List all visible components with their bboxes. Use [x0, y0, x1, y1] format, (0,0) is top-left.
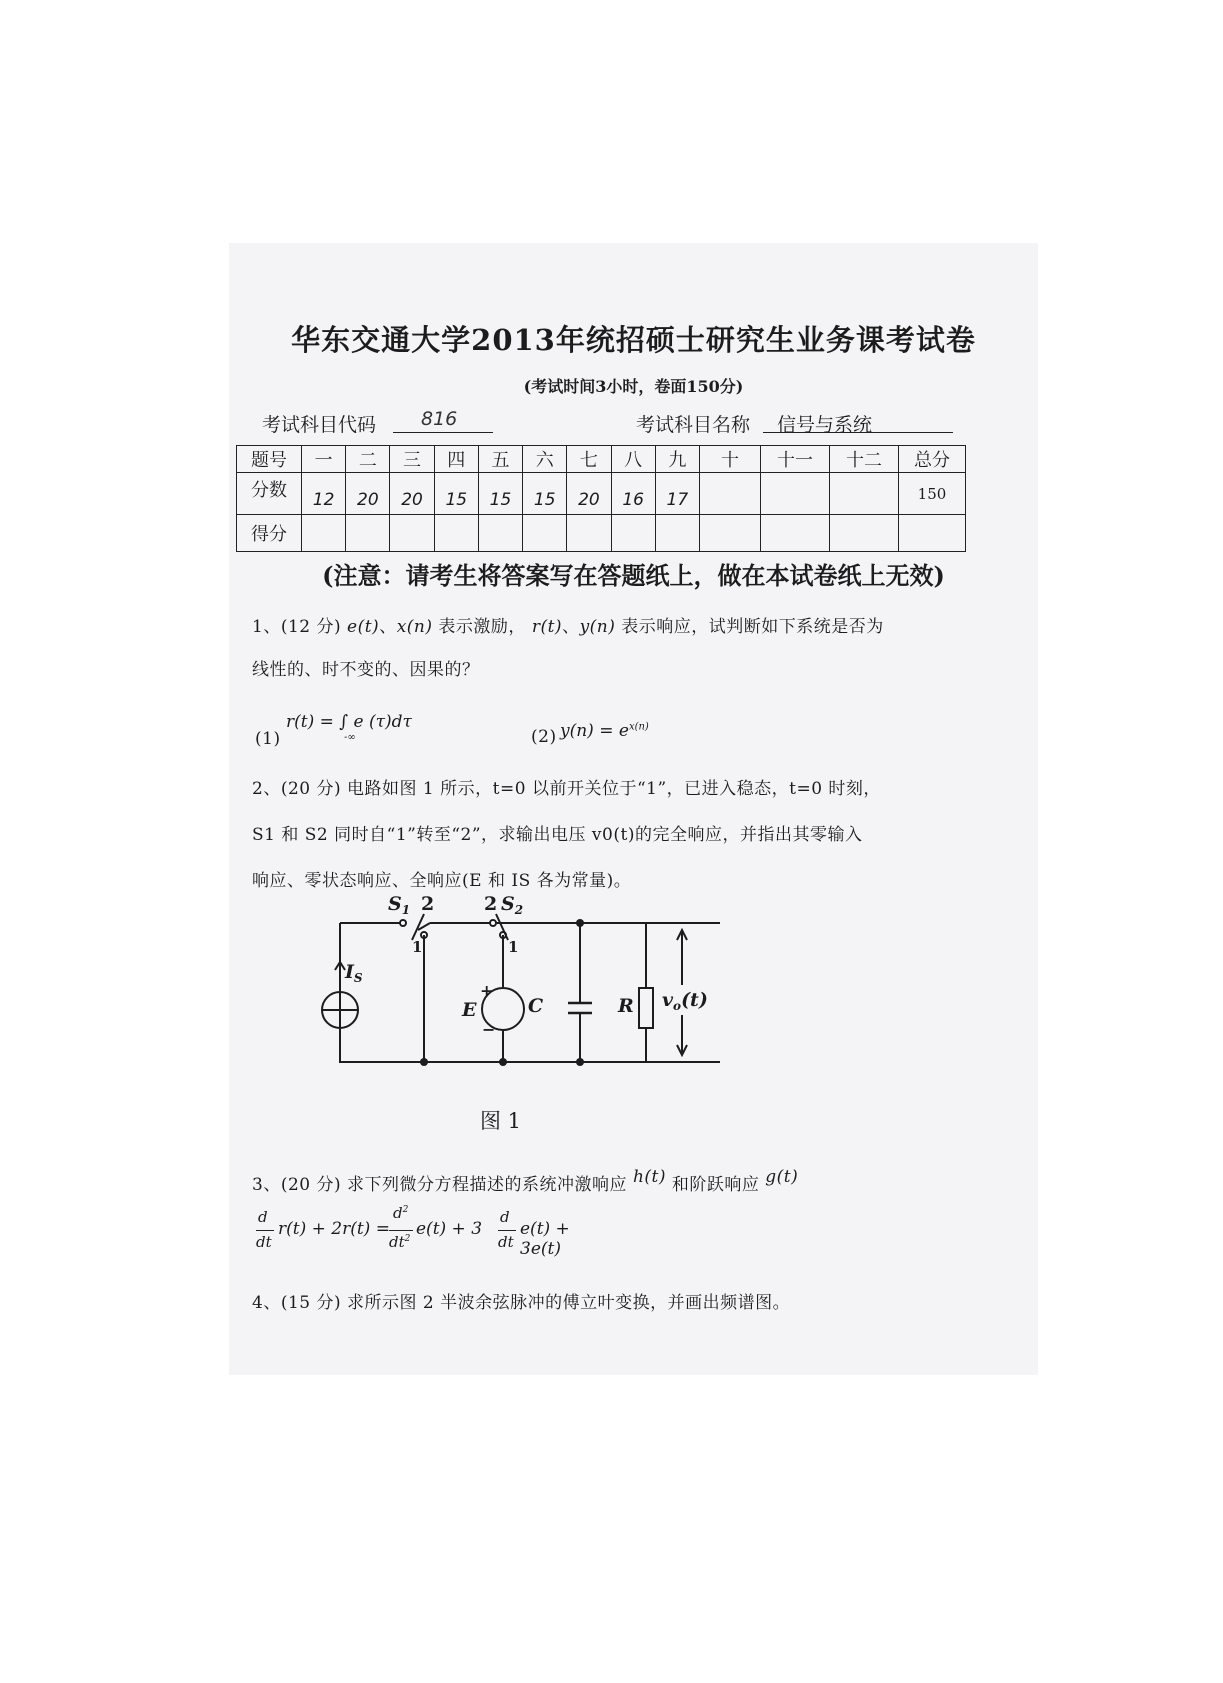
points-cell: 15	[434, 473, 478, 515]
question-2-line2: S1 和 S2 同时自“1”转至“2”，求输出电压 v0(t)的完全响应，并指出其零输入	[252, 825, 863, 845]
subject-name-label: 考试科目名称	[636, 414, 751, 436]
points-cell: 20	[346, 473, 390, 515]
r-label: R	[618, 995, 634, 1017]
score-cell	[655, 515, 699, 552]
score-cell	[761, 515, 830, 552]
points-cell: 15	[523, 473, 567, 515]
question-1-line1: 1、(12 分) e(t)、x(n) 表示激励， r(t)、y(n) 表示响应，试判断如下系统是否为	[252, 617, 884, 637]
score-cell	[567, 515, 611, 552]
score-cell	[700, 515, 761, 552]
column-header: 八	[611, 446, 655, 473]
exam-title: 华东交通大学2013年统招硕士研究生业务课考试卷	[291, 323, 976, 357]
subject-name-underline	[763, 432, 953, 433]
score-cell	[434, 515, 478, 552]
figure-1-caption: 图 1	[480, 1109, 522, 1133]
points-cell: 17	[655, 473, 699, 515]
column-header: 五	[478, 446, 522, 473]
score-cell	[346, 515, 390, 552]
score-cell	[523, 515, 567, 552]
score-cell	[390, 515, 434, 552]
row-header-points: 分数	[237, 473, 302, 515]
q1-item1-formula: r(t) = ∫ e (τ)dτ	[286, 712, 412, 732]
points-cell	[700, 473, 761, 515]
column-header: 七	[567, 446, 611, 473]
question-1-line2: 线性的、时不变的、因果的？	[252, 660, 480, 680]
question-2-line1: 2、(20 分) 电路如图 1 所示，t=0 以前开关位于“1”，已进入稳态，t=0 时刻，	[252, 779, 881, 799]
column-header: 十	[700, 446, 761, 473]
score-cell	[302, 515, 346, 552]
s2-pos1-label: 1	[508, 938, 519, 956]
score-cell	[478, 515, 522, 552]
c-label: C	[528, 995, 544, 1017]
subject-code-value: 816	[421, 408, 458, 430]
score-cell	[899, 515, 966, 552]
total-points-cell: 150	[899, 473, 966, 515]
s1-label: $S_1$	[388, 893, 411, 917]
e-plus-label: +	[480, 981, 494, 1000]
resistor-symbol	[639, 988, 653, 1028]
e-label: E	[462, 999, 477, 1021]
column-header: 二	[346, 446, 390, 473]
e-minus-label: −	[482, 1020, 496, 1039]
q1-item2-label: (2)	[531, 727, 557, 747]
column-header: 四	[434, 446, 478, 473]
exam-subtitle: (考试时间3小时，卷面150分)	[523, 377, 744, 396]
s1-pos2-label: 2	[421, 893, 435, 915]
points-cell: 12	[302, 473, 346, 515]
score-cell	[611, 515, 655, 552]
column-header: 十一	[761, 446, 830, 473]
column-header: 总分	[899, 446, 966, 473]
s1-pos1-label: 1	[412, 938, 423, 956]
subject-name-value: 信号与系统	[777, 414, 873, 436]
question-2-line3: 响应、零状态响应、全响应(E 和 IS 各为常量)。	[252, 871, 632, 891]
subject-code-label: 考试科目代码	[262, 414, 377, 436]
question-3-text: 3、(20 分) 求下列微分方程描述的系统冲激响应 h(t) 和阶跃响应 g(t)	[252, 1167, 799, 1195]
column-header: 六	[523, 446, 567, 473]
points-cell	[830, 473, 899, 515]
subject-code-underline	[393, 432, 493, 433]
points-cell: 20	[567, 473, 611, 515]
row-header-question: 题号	[237, 446, 302, 473]
q1-item2-formula: $y(n) = e^{x(n)}$	[560, 721, 649, 741]
q1-item1-lower-limit: -∞	[344, 732, 356, 743]
s2-pos2-label: 2	[484, 893, 498, 915]
is-label: $I_S$	[345, 961, 363, 985]
score-cell	[830, 515, 899, 552]
notice: (注意：请考生将答案写在答题纸上，做在本试卷纸上无效)	[322, 561, 945, 590]
q1-item1-label: (1)	[255, 729, 281, 749]
points-cell: 16	[611, 473, 655, 515]
circuit-diagram	[300, 890, 750, 1090]
vo-label: $v_o(t)$	[662, 989, 708, 1013]
question-4-text: 4、(15 分) 求所示图 2 半波余弦脉冲的傅立叶变换，并画出频谱图。	[252, 1293, 791, 1313]
score-table	[236, 445, 966, 552]
column-header: 一	[302, 446, 346, 473]
points-cell	[761, 473, 830, 515]
row-header-score: 得分	[237, 515, 302, 552]
points-cell: 20	[390, 473, 434, 515]
s2-label: $S_2$	[501, 893, 524, 917]
column-header: 九	[655, 446, 699, 473]
column-header: 十二	[830, 446, 899, 473]
differential-equation: d dt r(t) + 2r(t) = $d^2$ $dt^2$ e(t) + 3 d dt e(t) + 3e(t)	[256, 1204, 570, 1259]
points-cell: 15	[478, 473, 522, 515]
column-header: 三	[390, 446, 434, 473]
